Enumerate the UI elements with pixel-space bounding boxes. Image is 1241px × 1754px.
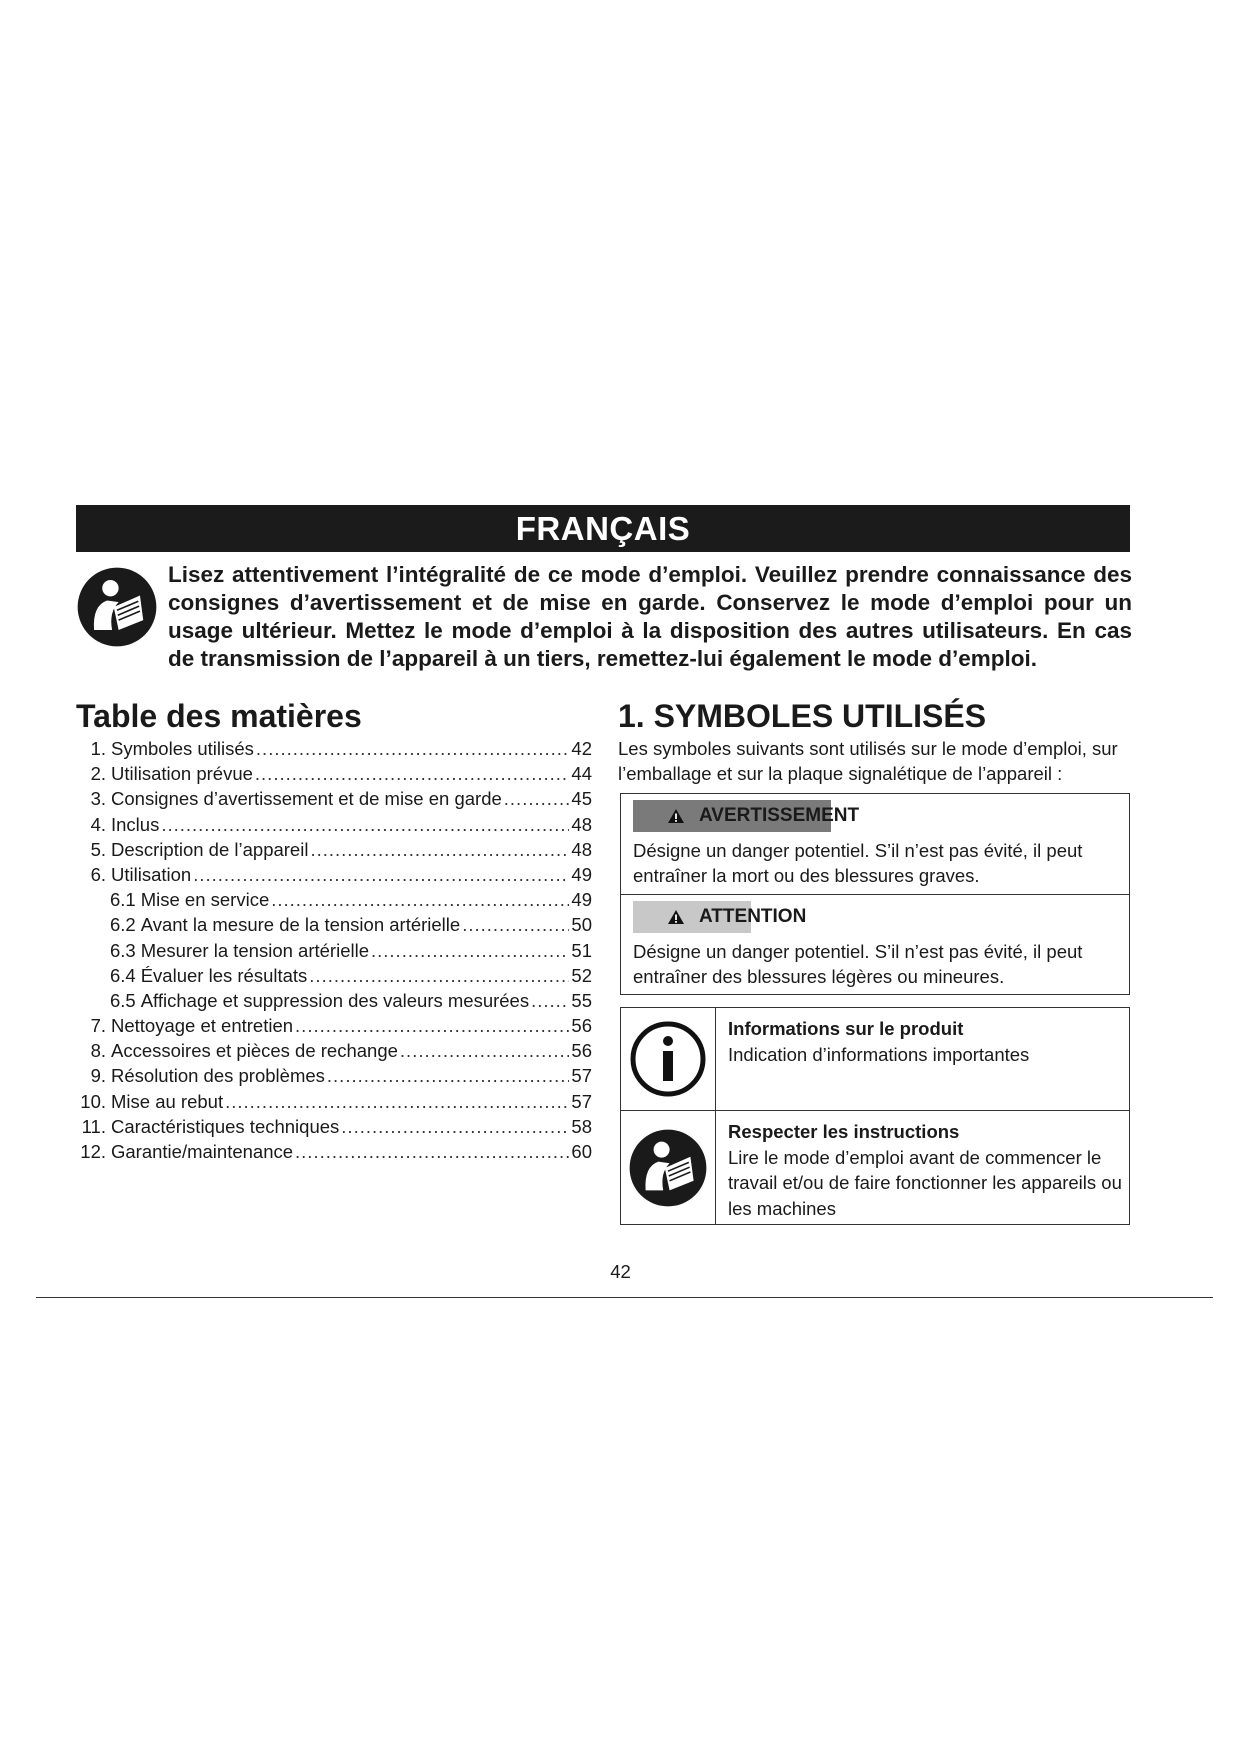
toc-item-number: 2.: [90, 763, 106, 785]
toc-item-page: 44: [571, 763, 592, 785]
caution-heading: [633, 901, 806, 933]
toc-item: [76, 938, 592, 963]
toc-item-leader: [271, 887, 569, 912]
toc-item: [76, 1089, 592, 1114]
follow-instructions-text: [728, 1119, 1123, 1221]
follow-instructions-title: Respecter les instructions: [728, 1121, 960, 1142]
toc-item-number: 6.2: [110, 914, 136, 936]
toc-item-leader: [531, 988, 569, 1013]
toc-item: [76, 736, 592, 761]
toc-item-number: 5.: [90, 838, 106, 860]
toc-item-label: Description de l’appareil: [111, 838, 309, 860]
toc-item-leader: [504, 786, 570, 811]
symbols-intro: Les symboles suivants sont utilisés sur le mode d’emploi, sur l’emballage et sur la plaque signalétique de l’appareil :: [618, 738, 1118, 784]
toc-item: [76, 1114, 592, 1139]
toc-item-number: 10.: [80, 1090, 106, 1112]
product-info-description: Indication d’informations importantes: [728, 1043, 1030, 1065]
section-title-symbols: 1. SYMBOLES UTILISÉS: [618, 698, 987, 734]
toc-item-label: Résolution des problèmes: [111, 1065, 325, 1087]
toc-item-leader: [193, 862, 569, 887]
toc-item-number: 4.: [90, 813, 106, 835]
toc-item-label: Affichage et suppression des valeurs mesurées: [140, 989, 530, 1011]
toc-item-label: Utilisation prévue: [111, 763, 253, 785]
toc-item-label: Caractéristiques techniques: [111, 1115, 340, 1137]
toc-item-leader: [310, 837, 569, 862]
toc-item: [76, 1139, 592, 1164]
warning-description: Désigne un danger potentiel. S’il n’est pas évité, il peut entraîner la mort ou des blessures graves.: [633, 840, 1083, 886]
toc-item: [76, 761, 592, 786]
toc-item-leader: [371, 938, 569, 963]
toc-item-leader: [161, 812, 569, 837]
toc-item-label: Mesurer la tension artérielle: [140, 939, 369, 961]
toc-item-label: Mise en service: [140, 889, 270, 911]
toc-item-leader: [225, 1089, 569, 1114]
warning-triangle-icon: [667, 808, 685, 824]
toc-item: [76, 912, 592, 937]
product-info-text: [728, 1016, 1123, 1067]
toc-item-label: Avant la mesure de la tension artérielle: [140, 914, 461, 936]
toc-item: [76, 1063, 592, 1088]
caution-label: ATTENTION: [699, 906, 807, 927]
toc-item-number: 6.: [90, 863, 106, 885]
toc-item-page: 48: [571, 813, 592, 835]
warning-symbols-table: [620, 793, 1130, 995]
toc-item-label: Nettoyage et entretien: [111, 1015, 294, 1037]
toc-item-label: Utilisation: [111, 863, 192, 885]
toc-item-leader: [295, 1139, 569, 1164]
caution-description: Désigne un danger potentiel. S’il n’est pas évité, il peut entraîner des blessures légères ou mineures.: [633, 941, 1083, 987]
toc-item-page: 45: [571, 788, 592, 810]
caution-row: [621, 894, 1129, 995]
toc-item: [76, 812, 592, 837]
product-info-title: Informations sur le produit: [728, 1018, 964, 1039]
read-manual-icon: [76, 566, 158, 648]
toc-item: [76, 1038, 592, 1063]
toc-item-number: 9.: [90, 1065, 106, 1087]
toc-item-page: 48: [571, 838, 592, 860]
toc-item-page: 56: [571, 1040, 592, 1062]
toc-item-page: 55: [571, 989, 592, 1011]
toc-item-number: 6.4: [110, 964, 136, 986]
toc-item-page: 50: [571, 914, 592, 936]
info-icon: [628, 1019, 708, 1099]
warning-label: AVERTISSEMENT: [699, 805, 860, 826]
warning-row: [621, 794, 1129, 894]
intro-warning-text: Lisez attentivement l’intégralité de ce mode d’emploi. Veuillez prendre connaissance des consignes d’avertissement et de mise en garde. Conservez le mode d’emploi pour un usage ultérieur. Mettez le mode d’emploi à la disposition des autres utilisateurs. En cas de transmission de l’appareil à un tiers, remettez-lui également le mode d’emploi.: [168, 562, 1132, 671]
toc-item-page: 49: [571, 863, 592, 885]
footer-rule: [36, 1297, 1213, 1298]
read-manual-icon: [628, 1128, 708, 1208]
toc-item-page: 51: [571, 939, 592, 961]
toc-item-label: Évaluer les résultats: [140, 964, 308, 986]
toc-item-leader: [341, 1114, 569, 1139]
toc-item: [76, 862, 592, 887]
toc-item-page: 58: [571, 1115, 592, 1137]
toc-item: [76, 887, 592, 912]
toc-item-number: 6.5: [110, 989, 136, 1011]
toc-item: [76, 1013, 592, 1038]
toc-item-label: Inclus: [111, 813, 160, 835]
toc-title: Table des matières: [76, 698, 362, 734]
toc-item: [76, 837, 592, 862]
table-of-contents: [76, 736, 592, 1164]
toc-item-page: 56: [571, 1015, 592, 1037]
manual-icon-cell: [621, 1111, 716, 1225]
product-info-row: [621, 1008, 1129, 1110]
toc-item-label: Consignes d’avertissement et de mise en garde: [111, 788, 502, 810]
toc-item-label: Symboles utilisés: [111, 738, 254, 759]
follow-instructions-description: Lire le mode d’emploi avant de commencer le travail et/ou de faire fonctionner les appareils ou les machines: [728, 1146, 1122, 1219]
toc-item-number: 3.: [90, 788, 106, 810]
toc-item-page: 57: [571, 1090, 592, 1112]
toc-item-number: 6.3: [110, 939, 136, 961]
toc-item-page: 57: [571, 1065, 592, 1087]
toc-item-number: 12.: [80, 1141, 106, 1162]
information-symbols-table: [620, 1007, 1130, 1225]
toc-item-page: 52: [571, 964, 592, 986]
toc-item-page: 60: [571, 1141, 592, 1162]
toc-item-leader: [295, 1013, 569, 1038]
toc-item: [76, 988, 592, 1013]
toc-item-label: Accessoires et pièces de rechange: [111, 1040, 398, 1062]
toc-item-number: 8.: [90, 1040, 106, 1062]
toc-item-number: 1.: [90, 738, 106, 759]
toc-item-leader: [462, 912, 569, 937]
info-icon-cell: [621, 1008, 716, 1110]
toc-item-page: 42: [571, 738, 592, 759]
toc-item: [76, 963, 592, 988]
warning-heading: [633, 800, 859, 832]
toc-item-leader: [400, 1038, 570, 1063]
toc-item-number: 6.1: [110, 889, 136, 911]
toc-item-label: Mise au rebut: [111, 1090, 224, 1112]
toc-item-leader: [255, 761, 570, 786]
caution-triangle-icon: [667, 909, 685, 925]
toc-item-leader: [309, 963, 569, 988]
toc-item-page: 49: [571, 889, 592, 911]
page-number: 42: [610, 1261, 631, 1282]
toc-item-number: 11.: [81, 1115, 106, 1137]
toc-item-leader: [256, 736, 570, 761]
toc-item-label: Garantie/maintenance: [111, 1141, 294, 1162]
language-banner: FRANÇAIS: [76, 505, 1130, 552]
toc-item-leader: [327, 1063, 570, 1088]
follow-instructions-row: [621, 1110, 1129, 1225]
toc-item-number: 7.: [90, 1015, 106, 1037]
toc-item: [76, 786, 592, 811]
